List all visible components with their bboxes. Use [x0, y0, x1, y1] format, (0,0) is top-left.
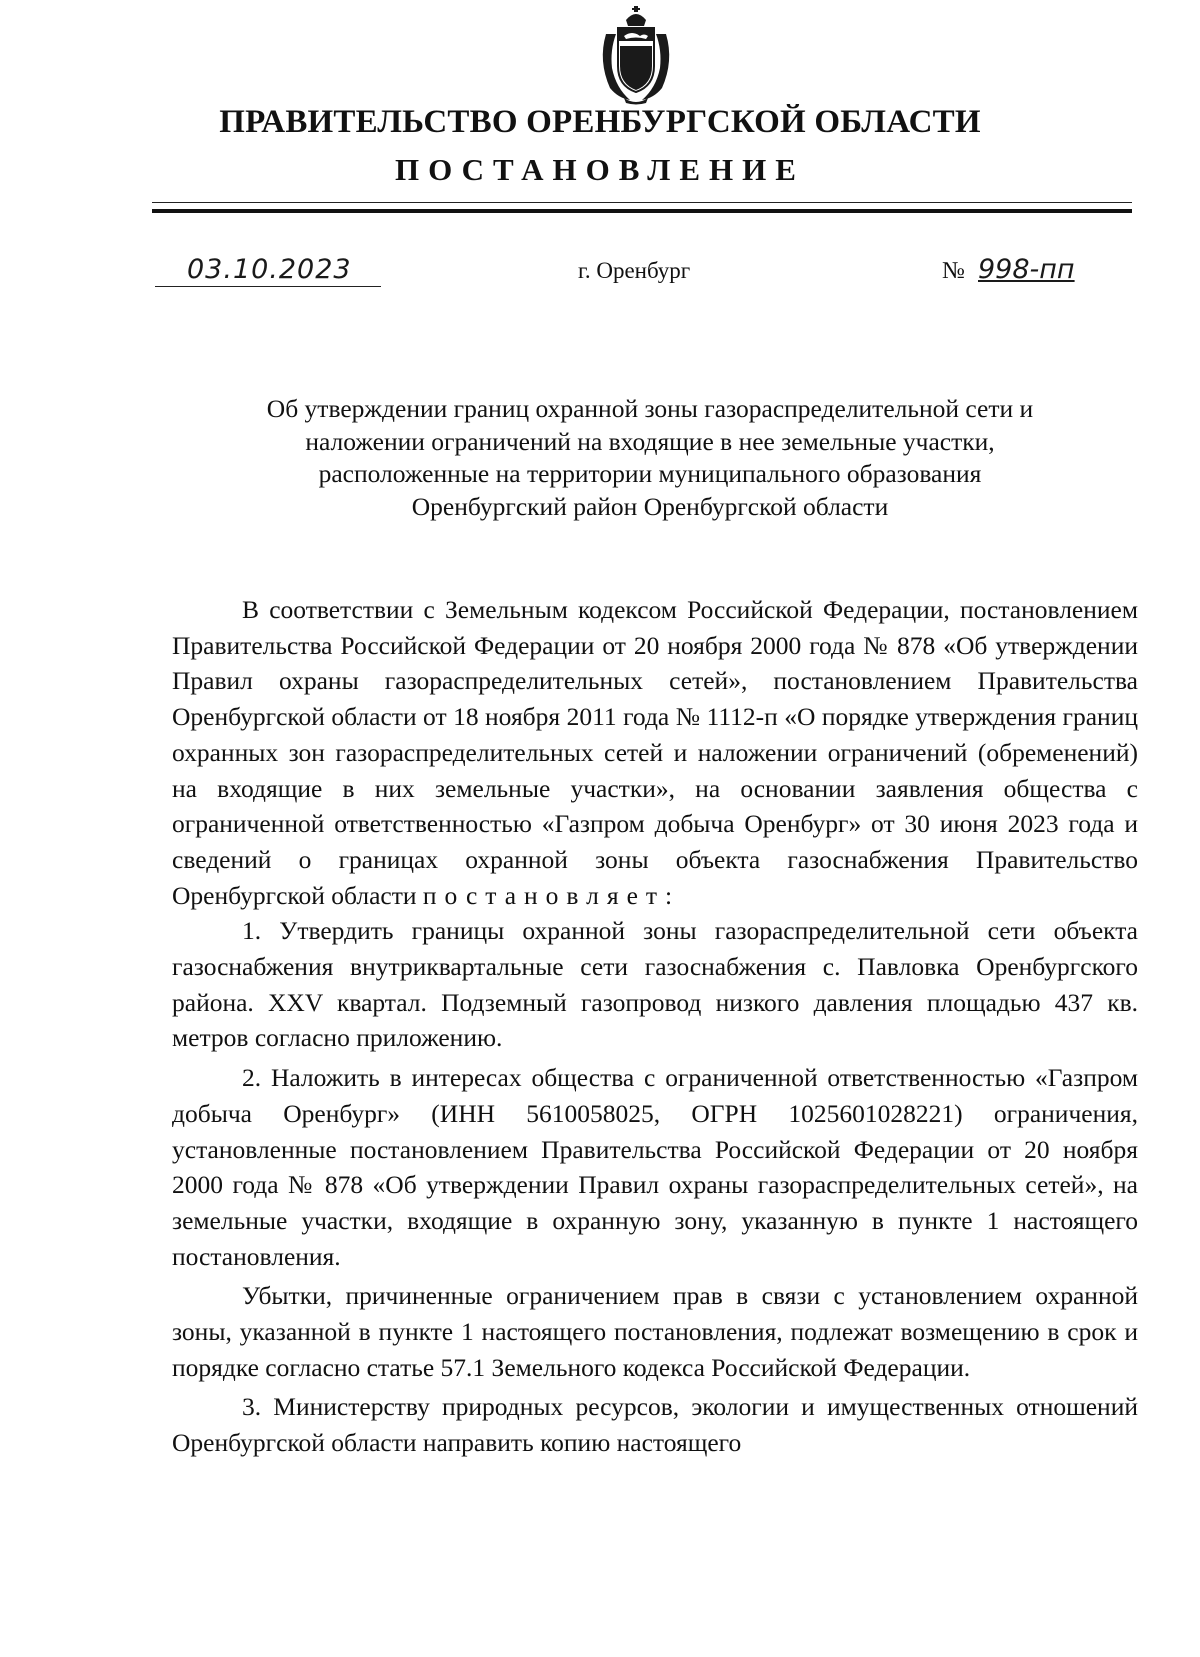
preamble-text: В соответствии с Земельным кодексом Российской Федерации, постановлением Правительства Российской Федерации от 20 ноября 2000 года № 878 «Об утверждении Правил охраны газораспределительных сетей», постановлением Правительства Оренбургской области от 18 ноября 2011 года № 1112-п «О порядке утверждения границ охранных зон газораспределительных сетей и наложении ограничений (обременений) на входящие в них земельные участки», на основании заявления общества с ограниченной ответственностью «Газпром добыча Оренбург» от 30 июня 2023 года и сведений о границах охранной зоны объекта газоснабжения Правительство Оренбургской области — [172, 595, 1138, 910]
item-3-paragraph: 3. Министерству природных ресурсов, экологии и имущественных отношений Оренбургской области направить копию настоящего — [172, 1392, 1138, 1458]
header-rule-thin — [152, 202, 1132, 203]
header-rule-thick — [152, 209, 1132, 213]
number-sign: № — [942, 258, 965, 284]
title-line: Об утверждении границ охранной зоны газораспределительной сети и — [266, 394, 1034, 423]
document-date — [155, 254, 381, 290]
document-title — [160, 393, 1140, 523]
document-type: ПОСТАНОВЛЕНИЕ — [395, 152, 805, 187]
document-city: г. Оренбург — [578, 258, 691, 283]
item-2-paragraph: 2. Наложить в интересах общества с ограниченной ответственностью «Газпром добыча Оренбург» (ИНН 5610058025, ОГРН 1025601028221) ограничения, установленные постановлением Правительства Российской Федерации от 20 ноября 2000 года № 878 «Об утверждении Правил охраны газораспределительных сетей», на земельные участки, входящие в охранную зону, указанную в пункте 1 настоящего постановления. — [172, 1063, 1138, 1271]
document-number — [942, 254, 1122, 290]
title-line: расположенные на территории муниципального образования — [318, 459, 982, 488]
document-body — [172, 592, 1138, 1461]
item-1-paragraph: 1. Утвердить границы охранной зоны газораспределительной сети объекта газоснабжения внутриквартальные сети газоснабжения с. Павловка Оренбургского района. XXV квартал. Подземный газопровод низкого давления площадью 437 кв. метров согласно приложению. — [172, 916, 1138, 1053]
title-line: наложении ограничений на входящие в нее земельные участки, — [305, 426, 995, 456]
losses-paragraph: Убытки, причиненные ограничением прав в связи с установлением охранной зоны, указанной в пункте 1 настоящего постановления, подлежат возмещению в срок и порядке согласно статье 57.1 Земельного кодекса Российской Федерации. — [172, 1281, 1138, 1382]
title-line: Оренбургский район Оренбургской области — [411, 491, 889, 521]
number-handwritten: 998-пп — [978, 254, 1075, 285]
date-underline — [155, 286, 381, 287]
date-handwritten: 03.10.2023 — [187, 254, 352, 285]
government-name: ПРАВИТЕЛЬСТВО ОРЕНБУРГСКОЙ ОБЛАСТИ — [219, 104, 981, 140]
coat-of-arms-emblem — [596, 6, 676, 106]
preamble-paragraph — [172, 592, 1138, 913]
decrees-word: постановляет: — [422, 880, 681, 910]
